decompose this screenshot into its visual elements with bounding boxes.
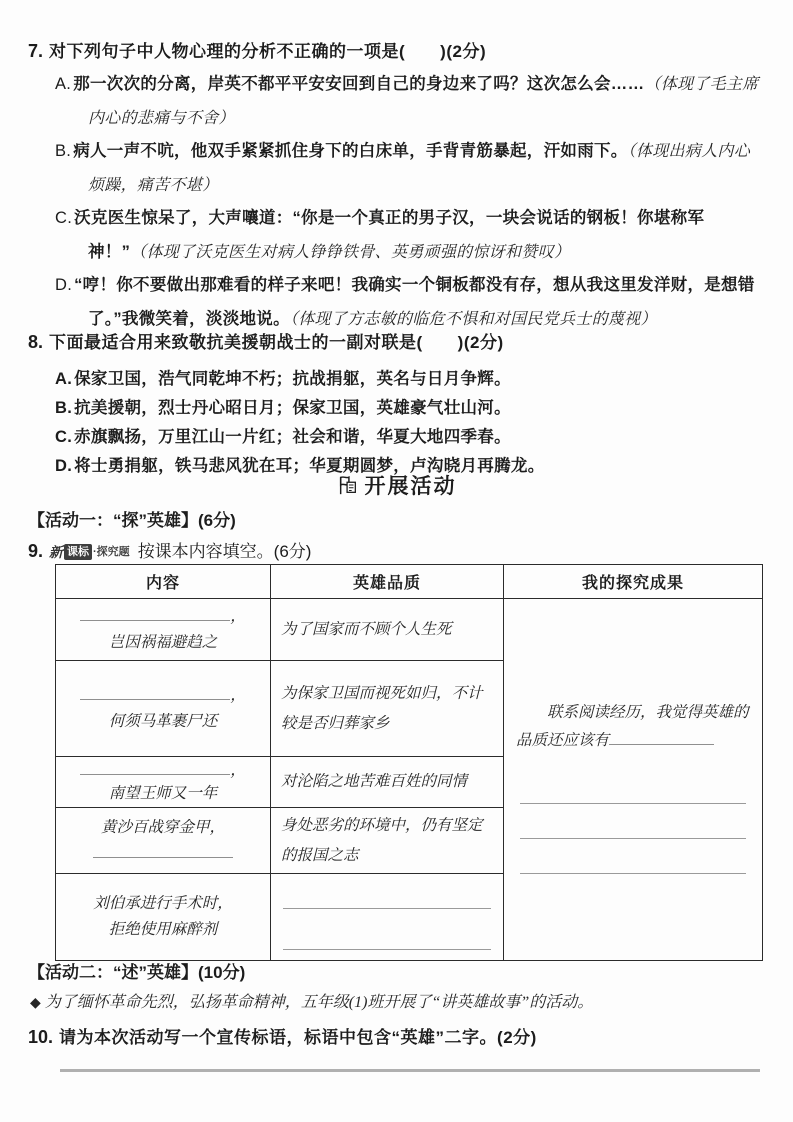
- new-badge-prefix: 新: [49, 546, 64, 561]
- question-8: [28, 327, 765, 481]
- option-b: [28, 135, 765, 202]
- content-cell: [56, 874, 271, 961]
- verse-text: 岂因祸福避趋之: [108, 633, 218, 651]
- section-title: 开展活动: [364, 475, 457, 498]
- content-cell: [56, 599, 271, 661]
- question-stem: 下面最适合用来致敬抗美援朝战士的一副对联是( )(2分): [49, 333, 504, 352]
- question-stem: 对下列句子中人物心理的分析不正确的一项是( )(2分): [49, 42, 487, 61]
- fill-blank-line: [62, 759, 264, 782]
- option-a: [28, 68, 765, 135]
- fill-blank-line: [62, 604, 264, 630]
- option-text: 病人一声不吭，他双手紧紧抓住身下的白床单，手背青筋暴起，汗如雨下。: [73, 142, 628, 160]
- curriculum-standard-badge: 课标: [64, 544, 92, 560]
- question-stem: 按课本内容填空。(6分): [137, 542, 312, 561]
- quality-cell: 身处恶劣的环境中，仍有坚定的报国之志: [271, 808, 504, 874]
- question-7: [28, 36, 765, 336]
- diamond-bullet-icon: ◆: [30, 996, 41, 1011]
- option-b: [28, 394, 765, 423]
- option-label: D.: [55, 457, 73, 475]
- option-text: 抗美援朝，烈士丹心昭日月；保家卫国，英雄豪气壮山河。: [74, 399, 511, 417]
- table-header-quality: 英雄品质: [271, 565, 504, 599]
- question-stem: 请为本次活动写一个宣传标语，标语中包含“英雄”二字。(2分): [59, 1028, 537, 1047]
- question-number: 8.: [28, 332, 44, 352]
- option-text: 保家卫国，浩气同乾坤不朽；抗战捐躯，英名与日月争辉。: [74, 370, 511, 388]
- question-7-stem-line: [28, 36, 765, 68]
- activity-2-heading: 【活动二：“述”英雄】(10分): [28, 963, 246, 982]
- answer-line: [283, 917, 491, 950]
- option-label: C.: [55, 428, 73, 446]
- quality-cell: 为保家卫国而视死如归，不计较是否归葬家乡: [271, 661, 504, 757]
- flag-page-icon: [337, 474, 359, 502]
- result-note: 联系阅读经历，我觉得英雄的品质还应该有: [516, 704, 749, 749]
- section-header: [0, 470, 793, 502]
- answer-line: [520, 804, 746, 839]
- description-text: 为了缅怀革命先烈，弘扬革命精神，五年级(1)班开展了“讲英雄故事”的活动。: [44, 994, 594, 1011]
- comma: ，: [230, 607, 246, 625]
- option-text: 那一次次的分离，岸英不都平平安安回到自己的身边来了吗？这次怎么会……: [73, 75, 645, 93]
- comma: ，: [230, 762, 246, 779]
- option-text: “哼！你不要做出那难看的样子来吧！我确实一个铜板都没有存，想从我这里发洋财，是想错了。”我微笑着，淡淡地说。: [74, 276, 755, 328]
- answer-blank: [80, 699, 230, 700]
- option-analysis: （体现了方志敏的临危不惧和对国民党兵士的蔑视）: [289, 310, 657, 328]
- option-label: B.: [55, 142, 72, 160]
- event-text: 刘伯承进行手术时，: [93, 895, 233, 912]
- answer-line: [283, 876, 491, 909]
- answer-blank: [609, 744, 714, 745]
- option-label: B.: [55, 399, 73, 417]
- answer-blank: [80, 774, 230, 775]
- fill-blank-line: [62, 683, 264, 709]
- content-cell: [56, 757, 271, 808]
- option-text: 赤旗飘扬，万里江山一片红；社会和谐，华夏大地四季春。: [74, 428, 511, 446]
- result-cell: [504, 599, 763, 961]
- option-analysis: （体现了沃克医生对病人铮铮铁骨、英勇顽强的惊讶和赞叹）: [130, 243, 571, 261]
- answer-line: [520, 769, 746, 804]
- quality-cell: 为了国家而不顾个人生死: [271, 599, 504, 661]
- question-number: 9.: [28, 541, 44, 561]
- option-label: A.: [55, 370, 73, 388]
- option-label: C.: [55, 209, 73, 227]
- verse-text: 南望王师又一年: [108, 785, 218, 802]
- inquiry-question-badge: ·探究题: [93, 546, 130, 558]
- option-text: 沃克医生惊呆了，大声嚷道：“你是一个真正的男子汉，一块会说话的钢板！你堪称军神！”: [74, 209, 705, 261]
- option-c: [28, 202, 765, 269]
- table-header-result: 我的探究成果: [504, 565, 763, 599]
- table-header-content: 内容: [56, 565, 271, 599]
- content-cell: [56, 808, 271, 874]
- option-analysis: （体现出病人内心烦躁，痛苦不堪）: [88, 143, 751, 194]
- answer-line: [520, 839, 746, 874]
- fill-blank-line: [62, 841, 264, 867]
- activity-2-description: [30, 989, 765, 1012]
- quality-cell: 对沦陷之地苦难百姓的同情: [271, 757, 504, 808]
- option-label: D.: [55, 276, 73, 294]
- option-analysis: （体现了毛主席内心的悲痛与不舍）: [88, 76, 759, 127]
- question-8-stem-line: [28, 327, 765, 359]
- option-a: [28, 365, 765, 394]
- answer-line: [60, 1040, 760, 1072]
- fill-in-table: [55, 564, 763, 961]
- question-number: 7.: [28, 41, 44, 61]
- event-text: 拒绝使用麻醉剂: [108, 921, 218, 938]
- question-9-stem-line: [28, 537, 765, 562]
- option-label: A.: [55, 75, 72, 93]
- comma: ，: [230, 686, 246, 704]
- verse-text: 何须马革裹尸还: [108, 712, 218, 730]
- table-row: [56, 599, 763, 661]
- answer-blank: [93, 857, 233, 858]
- option-text: 将士勇捐躯，铁马悲风犹在耳；华夏期圆梦，卢沟晓月再腾龙。: [74, 457, 545, 475]
- option-c: [28, 423, 765, 452]
- activity-1-heading: 【活动一：“探”英雄】(6分): [28, 511, 236, 530]
- verse-text: 黄沙百战穿金甲，: [100, 818, 225, 836]
- question-number: 10.: [28, 1027, 54, 1047]
- content-cell: [56, 661, 271, 757]
- quality-cell-blank: [271, 874, 504, 961]
- answer-blank: [80, 620, 230, 621]
- option-d: [28, 269, 765, 336]
- table-header-row: [56, 565, 763, 599]
